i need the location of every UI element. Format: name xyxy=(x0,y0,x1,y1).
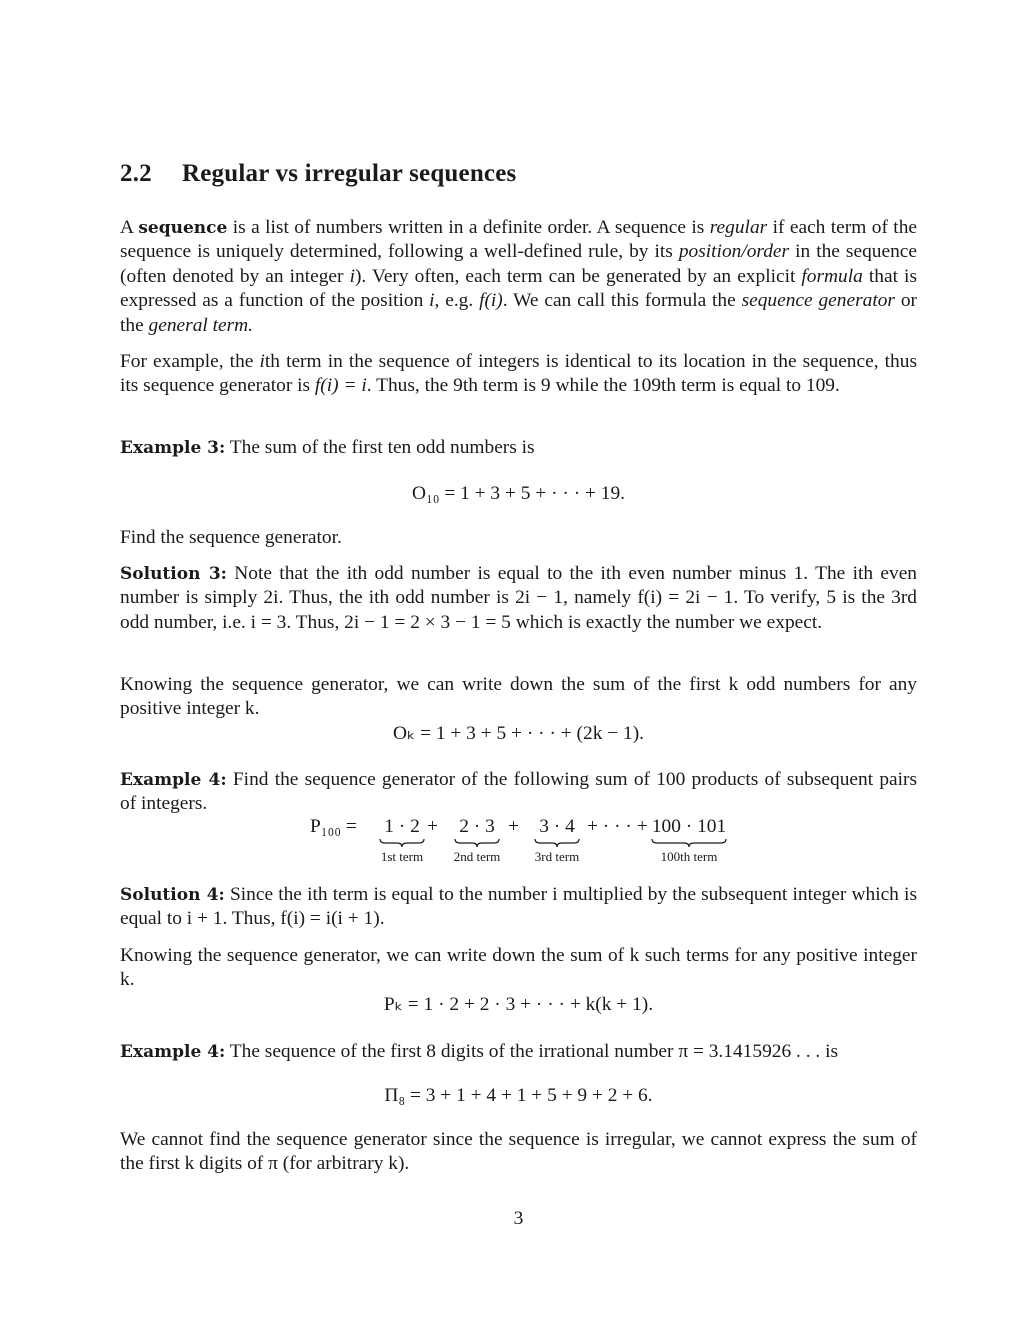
term-1 xyxy=(372,816,432,865)
underbrace-icon xyxy=(379,838,425,848)
equation-pi8: Π₈ = 3 + 1 + 4 + 1 + 5 + 9 + 2 + 6. xyxy=(384,1085,653,1106)
term-3 xyxy=(525,816,589,865)
term-2 xyxy=(446,816,508,865)
term-100-caption: 100th term xyxy=(660,849,718,864)
paragraph-example-integers: For example, the ith term in the sequence of integers is identical to its location in the sequence, thus its sequence generator is f(i) = i. Thus, the 9th term is 9 while the 109th term is equal to 109. xyxy=(120,351,917,397)
paragraph-definition: A sequence is a list of numbers written in a definite order. A sequence is regular if each term of the sequence is uniquely determined, following a well-defined rule, by its position/order in the sequence (often denoted by an integer i). Very often, each term can be generated by an explicit formula that is expressed as a function of the position i, e.g. f(i). We can call this formula the sequence generator or the general term. xyxy=(120,217,918,336)
page-number: 3 xyxy=(513,1208,524,1229)
term-100 xyxy=(648,816,730,865)
section-title: Regular vs irregular sequences xyxy=(182,160,517,187)
solution-4-label: Solution 4: xyxy=(120,885,225,905)
solution-3: Solution 3: Note that the ith odd number is equal to the ith even number minus 1. The ith even number is simply 2i. Thus, the ith odd number is 2i − 1, namely f(i) = 2i − 1. To verify, 5 is the 3rd odd number, i.e. i = 3. Thus, 2i − 1 = 2 × 3 − 1 = 5 which is exactly the number we expect. xyxy=(120,563,917,633)
example-4-pi-statement: Example 4: The sequence of the first 8 digits of the irrational number π = 3.1415926 . . . is xyxy=(120,1041,839,1062)
section-heading xyxy=(120,160,516,188)
example-4-statement: Example 4: Find the sequence generator of the following sum of 100 products of subsequent pairs of integers. xyxy=(120,769,918,815)
solution-3-label: Solution 3: xyxy=(120,564,227,584)
underbrace-icon xyxy=(534,838,580,848)
p100-lhs: P₁₀₀ = xyxy=(310,816,357,837)
plus-dots: + · · · + xyxy=(587,816,648,837)
section-number: 2.2 xyxy=(120,160,152,187)
underbrace-icon xyxy=(454,838,500,848)
plus-2: + xyxy=(508,816,519,837)
keyword-sequence: sequence xyxy=(138,218,228,238)
underbrace-icon xyxy=(651,838,727,848)
equation-pk: Pₖ = 1 · 2 + 2 · 3 + · · · + k(k + 1). xyxy=(383,994,654,1015)
paragraph-knowing-products: Knowing the sequence generator, we can write down the sum of k such terms for any positive integer k. xyxy=(120,945,917,991)
example-4-label: Example 4: xyxy=(120,770,227,790)
term-1-expr: 1 · 2 xyxy=(384,816,420,837)
term-3-caption: 3rd term xyxy=(534,849,580,864)
term-3-expr: 3 · 4 xyxy=(539,816,575,837)
equation-ok: Oₖ = 1 + 3 + 5 + · · · + (2k − 1). xyxy=(392,723,645,744)
example-3-task: Find the sequence generator. xyxy=(120,527,342,548)
solution-4: Solution 4: Since the ith term is equal to the number i multiplied by the subsequent integer which is equal to i + 1. Thus, f(i) = i(i + 1). xyxy=(120,884,917,930)
paragraph-irregular-conclusion: We cannot find the sequence generator since the sequence is irregular, we cannot express the sum of the first k digits of π (for arbitrary k). xyxy=(120,1129,917,1175)
term-2-expr: 2 · 3 xyxy=(459,816,495,837)
equation-p100 xyxy=(120,816,917,866)
example-3-label: Example 3: xyxy=(120,438,226,458)
term-100-expr: 100 · 101 xyxy=(651,816,727,837)
equation-o10: O₁₀ = 1 + 3 + 5 + · · · + 19. xyxy=(411,483,626,504)
example-4-pi-label: Example 4: xyxy=(120,1042,226,1062)
example-3-statement: Example 3: The sum of the first ten odd numbers is xyxy=(120,437,535,458)
plus-1: + xyxy=(427,816,438,837)
paragraph-knowing-odd: Knowing the sequence generator, we can write down the sum of the first k odd numbers for any positive integer k. xyxy=(120,674,917,720)
term-2-caption: 2nd term xyxy=(453,849,501,864)
term-1-caption: 1st term xyxy=(380,849,424,864)
